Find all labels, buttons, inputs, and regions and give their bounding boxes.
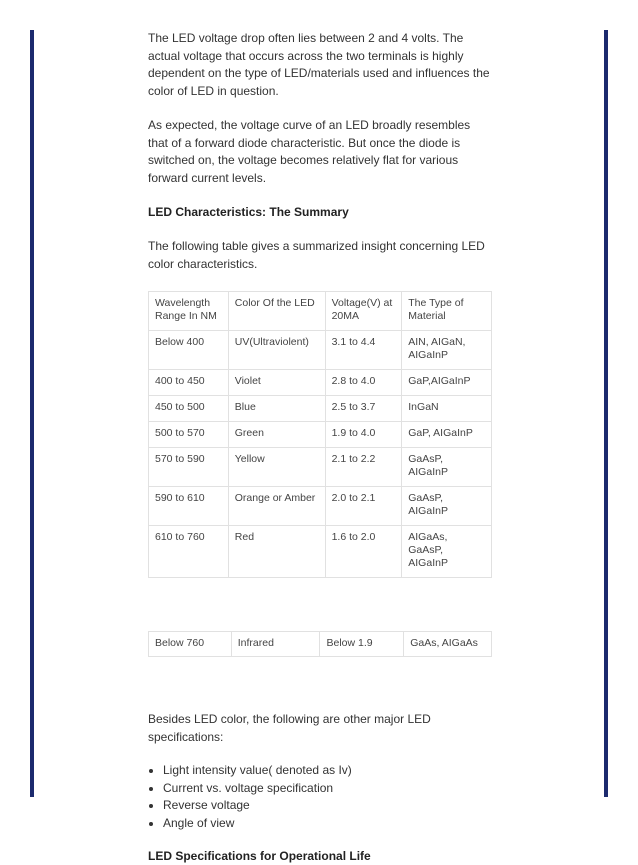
table-row (149, 632, 492, 657)
paragraph-voltage-curve: As expected, the voltage curve of an LED broadly resembles that of a forward diode characteristic. But once the diode is switched on, the voltage becomes relatively flat for various forward current levels. (148, 118, 471, 185)
table-row (149, 487, 492, 526)
table-cell: Below 1.9 (320, 632, 404, 657)
table-cell: Green (228, 422, 325, 448)
table-cell: 1.6 to 2.0 (325, 526, 402, 578)
table-row (149, 422, 492, 448)
table-cell: 590 to 610 (149, 487, 229, 526)
table-cell: 2.0 to 2.1 (325, 487, 402, 526)
table-cell: GaAs, AIGaAs (404, 632, 492, 657)
list-item: • Current vs. voltage specification (163, 780, 493, 798)
list-item: • Light intensity value( denoted as Iv) (163, 762, 493, 780)
table-row (149, 370, 492, 396)
table-cell: GaAsP, AIGaInP (402, 487, 492, 526)
table-cell: Below 400 (149, 331, 229, 370)
table-cell: 610 to 760 (149, 526, 229, 578)
table-header-cell: The Type of Material (402, 292, 492, 331)
article-content (148, 30, 493, 865)
table-cell: 400 to 450 (149, 370, 229, 396)
paragraph-table-intro: The following table gives a summarized insight concerning LED color characteristics. (148, 239, 485, 271)
table-cell: Orange or Amber (228, 487, 325, 526)
list-item: • Reverse voltage (163, 797, 493, 815)
table-header-cell: Voltage(V) at 20MA (325, 292, 402, 331)
table-header-cell: Wavelength Range In NM (149, 292, 229, 331)
table-row (149, 396, 492, 422)
table-cell: AIN, AIGaN, AIGaInP (402, 331, 492, 370)
table-cell: 2.8 to 4.0 (325, 370, 402, 396)
table-cell: 2.1 to 2.2 (325, 448, 402, 487)
paragraph-specs-intro: Besides LED color, the following are other major LED specifications: (148, 712, 431, 744)
paragraph-voltage-drop: The LED voltage drop often lies between 2 and 4 volts. The actual voltage that occurs across the two terminals is highly dependent on the type of LED/materials used and influences the color of LED in question. (148, 31, 490, 98)
table-cell: 2.5 to 3.7 (325, 396, 402, 422)
table-cell: 500 to 570 (149, 422, 229, 448)
table-cell: Infrared (231, 632, 320, 657)
table-cell: 570 to 590 (149, 448, 229, 487)
table-cell: Red (228, 526, 325, 578)
table-cell: Blue (228, 396, 325, 422)
table-row (149, 331, 492, 370)
table-cell: GaAsP, AIGaInP (402, 448, 492, 487)
heading-operational-life: LED Specifications for Operational Life (148, 849, 371, 863)
list-item: • Angle of view (163, 815, 493, 833)
table-cell: GaP,AIGaInP (402, 370, 492, 396)
table-cell: AIGaAs, GaAsP, AIGaInP (402, 526, 492, 578)
spec-list (148, 762, 493, 832)
table-cell: GaP, AIGaInP (402, 422, 492, 448)
table-cell: 450 to 500 (149, 396, 229, 422)
infrared-table (148, 631, 492, 657)
table-cell: 3.1 to 4.4 (325, 331, 402, 370)
table-header-row (149, 292, 492, 331)
table-cell: UV(Ultraviolent) (228, 331, 325, 370)
led-characteristics-table (148, 291, 492, 578)
table-cell: InGaN (402, 396, 492, 422)
table-cell: Yellow (228, 448, 325, 487)
table-cell: Below 760 (149, 632, 232, 657)
table-row (149, 448, 492, 487)
table-cell: Violet (228, 370, 325, 396)
right-border-bar (604, 30, 608, 797)
table-header-cell: Color Of the LED (228, 292, 325, 331)
left-border-bar (30, 30, 34, 797)
heading-summary: LED Characteristics: The Summary (148, 205, 349, 219)
table-cell: 1.9 to 4.0 (325, 422, 402, 448)
table-row (149, 526, 492, 578)
